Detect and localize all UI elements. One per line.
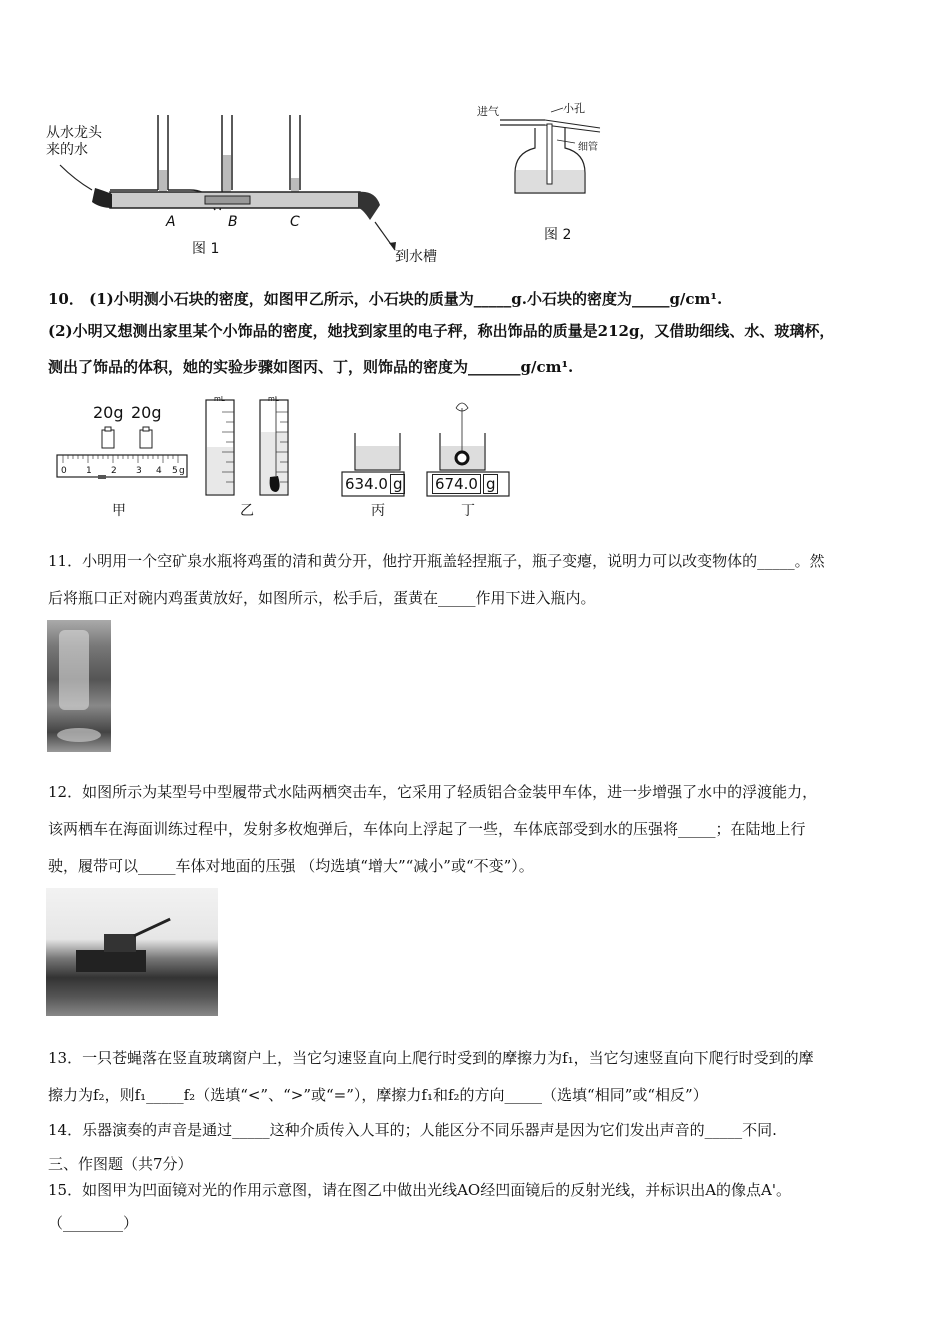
q12-line2: 该两栖车在海面训练过程中，发射多枚炮弹后，车体向上浮起了一些，车体底部受到水的压强将_____；在陆地上行 bbox=[48, 820, 806, 838]
q13-line1: 13．一只苍蝇落在竖直玻璃窗户上，当它匀速竖直向上爬行时受到的摩擦力为f₁，当它匀速竖直向下爬行时受到的摩 bbox=[48, 1049, 814, 1067]
q12-line1: 12．如图所示为某型号中型履带式水陆两栖突击车，它采用了轻质铝合金装甲车体，进一步增强了水中的浮渡能力， bbox=[48, 783, 818, 801]
scale-unit-2: g bbox=[483, 474, 499, 494]
q10-line2: (2)小明又想测出家里某个小饰品的密度，她找到家里的电子秤，称出饰品的质量是212g，又借助细线、水、玻璃杯， bbox=[48, 322, 835, 340]
weight-label-2: 20g bbox=[131, 403, 162, 422]
hole-label: 小孔 bbox=[563, 102, 585, 115]
ruler-tick-0: 0 bbox=[61, 466, 67, 476]
fig2-caption: 图 2 bbox=[544, 227, 572, 243]
scale-unit-1: g bbox=[390, 474, 406, 494]
q11-line1: 11．小明用一个空矿泉水瓶将鸡蛋的清和黄分开，他拧开瓶盖轻捏瓶子，瓶子变瘪，说明力可以改变物体的_____。然 bbox=[48, 552, 825, 570]
q13-line2: 擦力为f₂，则f₁_____f₂（选填“<”、“>”或“=”），摩擦力f₁和f₂的方向_____（选填“相同”或“相反”） bbox=[48, 1086, 708, 1104]
ruler-tick-2: 2 bbox=[111, 466, 117, 476]
bottle-egg-photo bbox=[47, 620, 111, 752]
fig1-caption: 图 1 bbox=[192, 241, 220, 257]
scale-reading-2: 674.0 g bbox=[432, 475, 498, 493]
q11-line2: 后将瓶口正对碗内鸡蛋黄放好，如图所示，松手后，蛋黄在_____作用下进入瓶内。 bbox=[48, 589, 596, 607]
q10-line1: 10． (1)小明测小石块的密度，如图甲乙所示，小石块的质量为_____g.小石块的密度为_____g/cm¹. bbox=[48, 290, 723, 308]
label-yi: 乙 bbox=[240, 503, 254, 519]
cyl-unit-2: mL bbox=[268, 395, 279, 403]
ruler-unit: g bbox=[179, 466, 185, 476]
point-a-label: A bbox=[166, 214, 176, 230]
q12-line3: 驶，履带可以_____车体对地面的压强 （均选填“增大”“减小”或“不变”）。 bbox=[48, 857, 534, 875]
tube-label: 细管 bbox=[578, 142, 598, 153]
scale-reading-1: 634.0 g bbox=[345, 475, 405, 493]
section3-heading: 三、作图题（共7分） bbox=[48, 1155, 193, 1173]
cyl-unit-1: mL bbox=[214, 395, 225, 403]
q15-line1: 15．如图甲为凹面镜对光的作用示意图，请在图乙中做出光线AO经凹面镜后的反射光线，并标识出A的像点A'。 bbox=[48, 1181, 792, 1199]
ruler-tick-labels bbox=[55, 466, 190, 478]
drain-label: 到水槽 bbox=[395, 249, 437, 265]
fig1-source-label: 从水龙头 来的水 bbox=[46, 125, 102, 158]
air-label: 进气 bbox=[477, 105, 499, 118]
ruler-tick-5: 5 bbox=[172, 466, 178, 476]
graduated-cylinders bbox=[198, 392, 298, 502]
label-bing: 丙 bbox=[371, 503, 385, 519]
ruler-tick-3: 3 bbox=[136, 466, 142, 476]
q14-line1: 14．乐器演奏的声音是通过_____这种介质传入人耳的；人能区分不同乐器声是因为它们发出声音的_____不同. bbox=[48, 1121, 777, 1139]
point-b-label: B bbox=[228, 214, 238, 230]
q15-answer-blank: （________） bbox=[48, 1214, 139, 1232]
q10-line3: 测出了饰品的体积，她的实验步骤如图丙、丁，则饰品的密度为_______g/cm¹. bbox=[48, 358, 574, 376]
amphibious-vehicle-photo bbox=[46, 888, 218, 1016]
weight-label-1: 20g bbox=[93, 403, 124, 422]
point-c-label: C bbox=[290, 214, 300, 230]
ruler-tick-4: 4 bbox=[156, 466, 162, 476]
ruler-tick-1: 1 bbox=[86, 466, 92, 476]
label-ding: 丁 bbox=[461, 503, 475, 519]
label-jia: 甲 bbox=[112, 503, 126, 519]
